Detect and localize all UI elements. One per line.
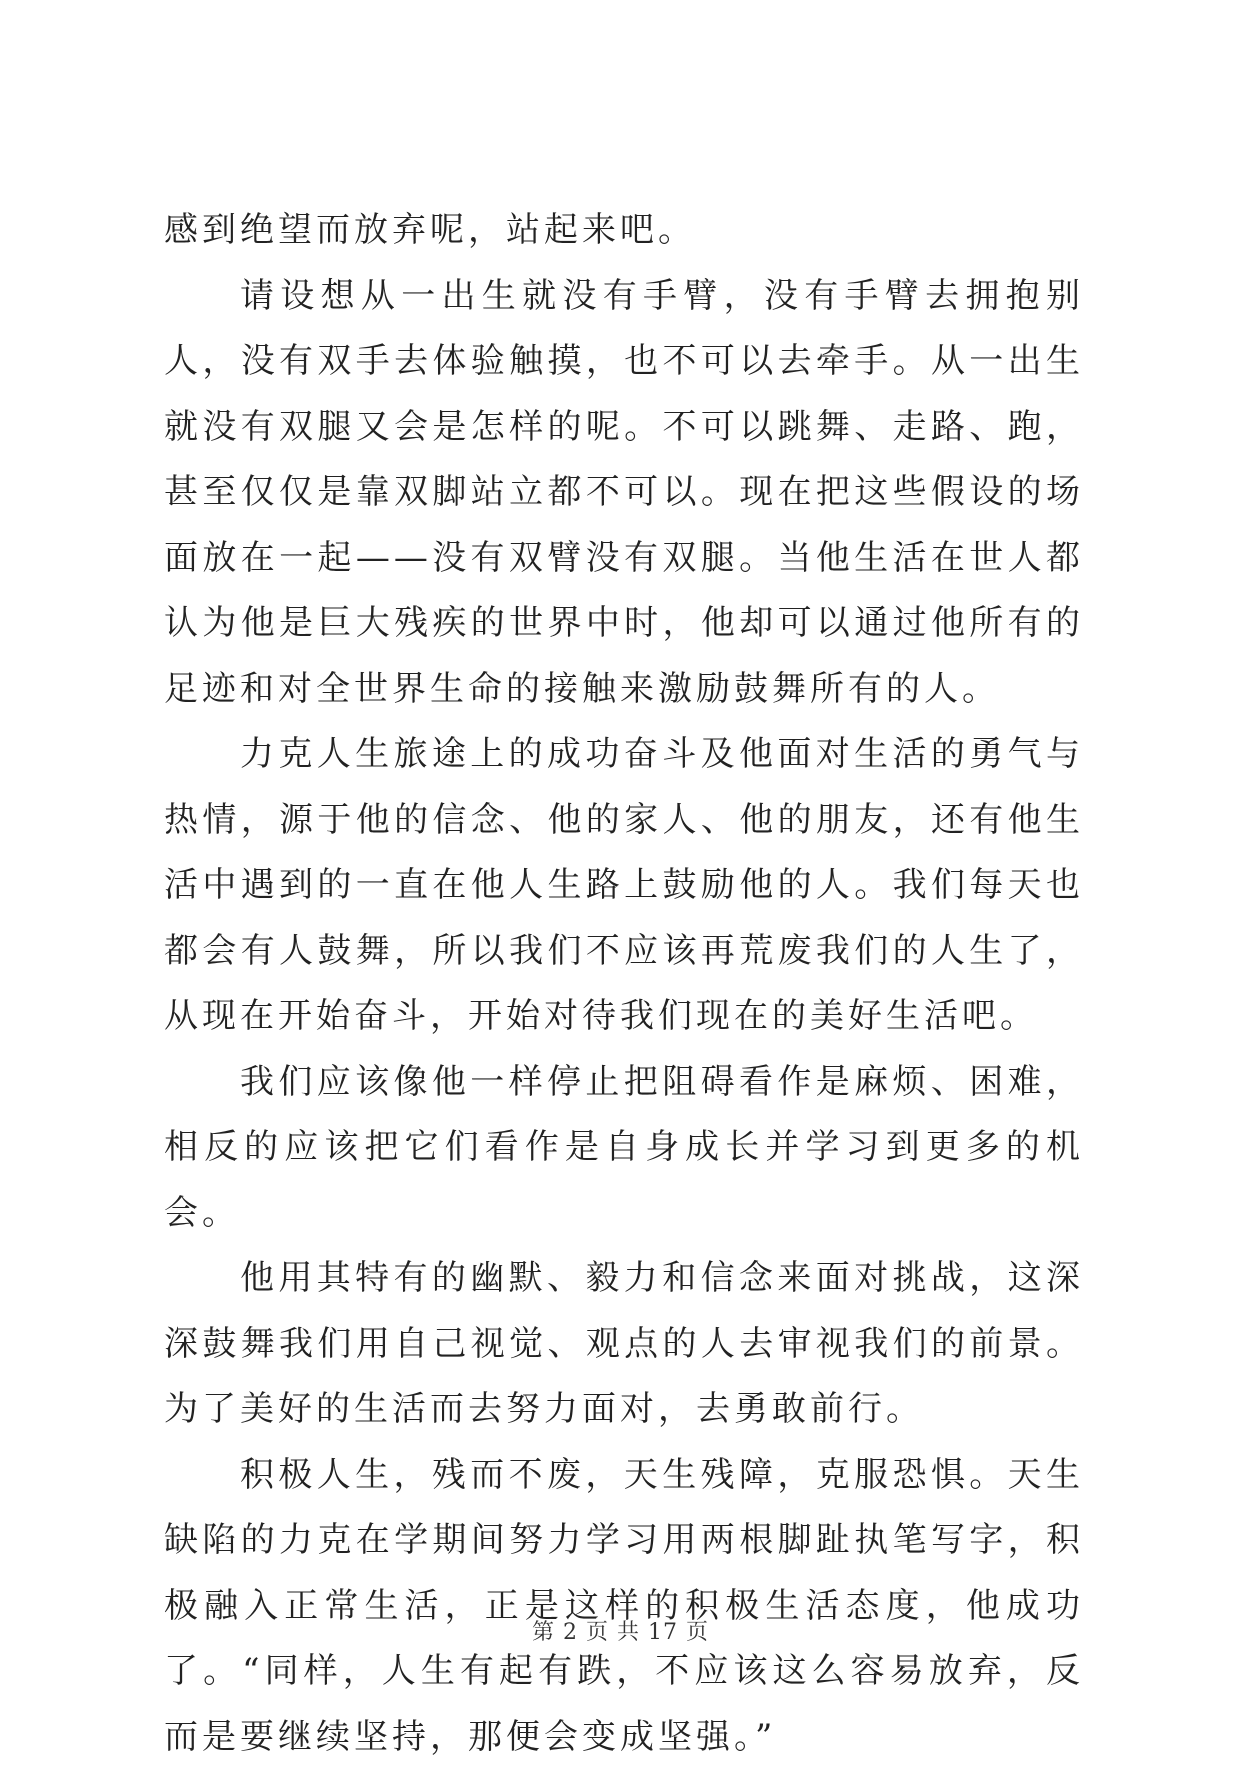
paragraph: 力克人生旅途上的成功奋斗及他面对生活的勇气与热情，源于他的信念、他的家人、他的朋友，还有他生活中遇到的一直在他人生路上鼓励他的人。我们每天也都会有人鼓舞，所以我们不应该再荒废我们的人生了，从现在开始奋斗，开始对待我们现在的美好生活吧。 [164,722,1084,1050]
paragraph: 请设想从一出生就没有手臂，没有手臂去拥抱别人，没有双手去体验触摸，也不可以去牵手。从一出生就没有双腿又会是怎样的呢。不可以跳舞、走路、跑，甚至仅仅是靠双脚站立都不可以。现在把这些假设的场面放在一起——没有双臂没有双腿。当他生活在世人都认为他是巨大残疾的世界中时，他却可以通过他所有的足迹和对全世界生命的接触来激励鼓舞所有的人。 [164,264,1084,723]
document-body [164,198,1084,1770]
paragraph: 积极人生，残而不废，天生残障，克服恐惧。天生缺陷的力克在学期间努力学习用两根脚趾执笔写字，积极融入正常生活，正是这样的积极生活态度，他成功了。“同样，人生有起有跌，不应该这么容易放弃，反而是要继续坚持，那便会变成坚强。” [164,1443,1084,1770]
page-number-footer: 第 2 页 共 17 页 [0,1615,1241,1646]
paragraph: 我们应该像他一样停止把阻碍看作是麻烦、困难，相反的应该把它们看作是自身成长并学习到更多的机会。 [164,1050,1084,1247]
paragraph: 他用其特有的幽默、毅力和信念来面对挑战，这深深鼓舞我们用自己视觉、观点的人去审视我们的前景。为了美好的生活而去努力面对，去勇敢前行。 [164,1246,1084,1443]
paragraph: 感到绝望而放弃呢，站起来吧。 [164,198,1084,264]
